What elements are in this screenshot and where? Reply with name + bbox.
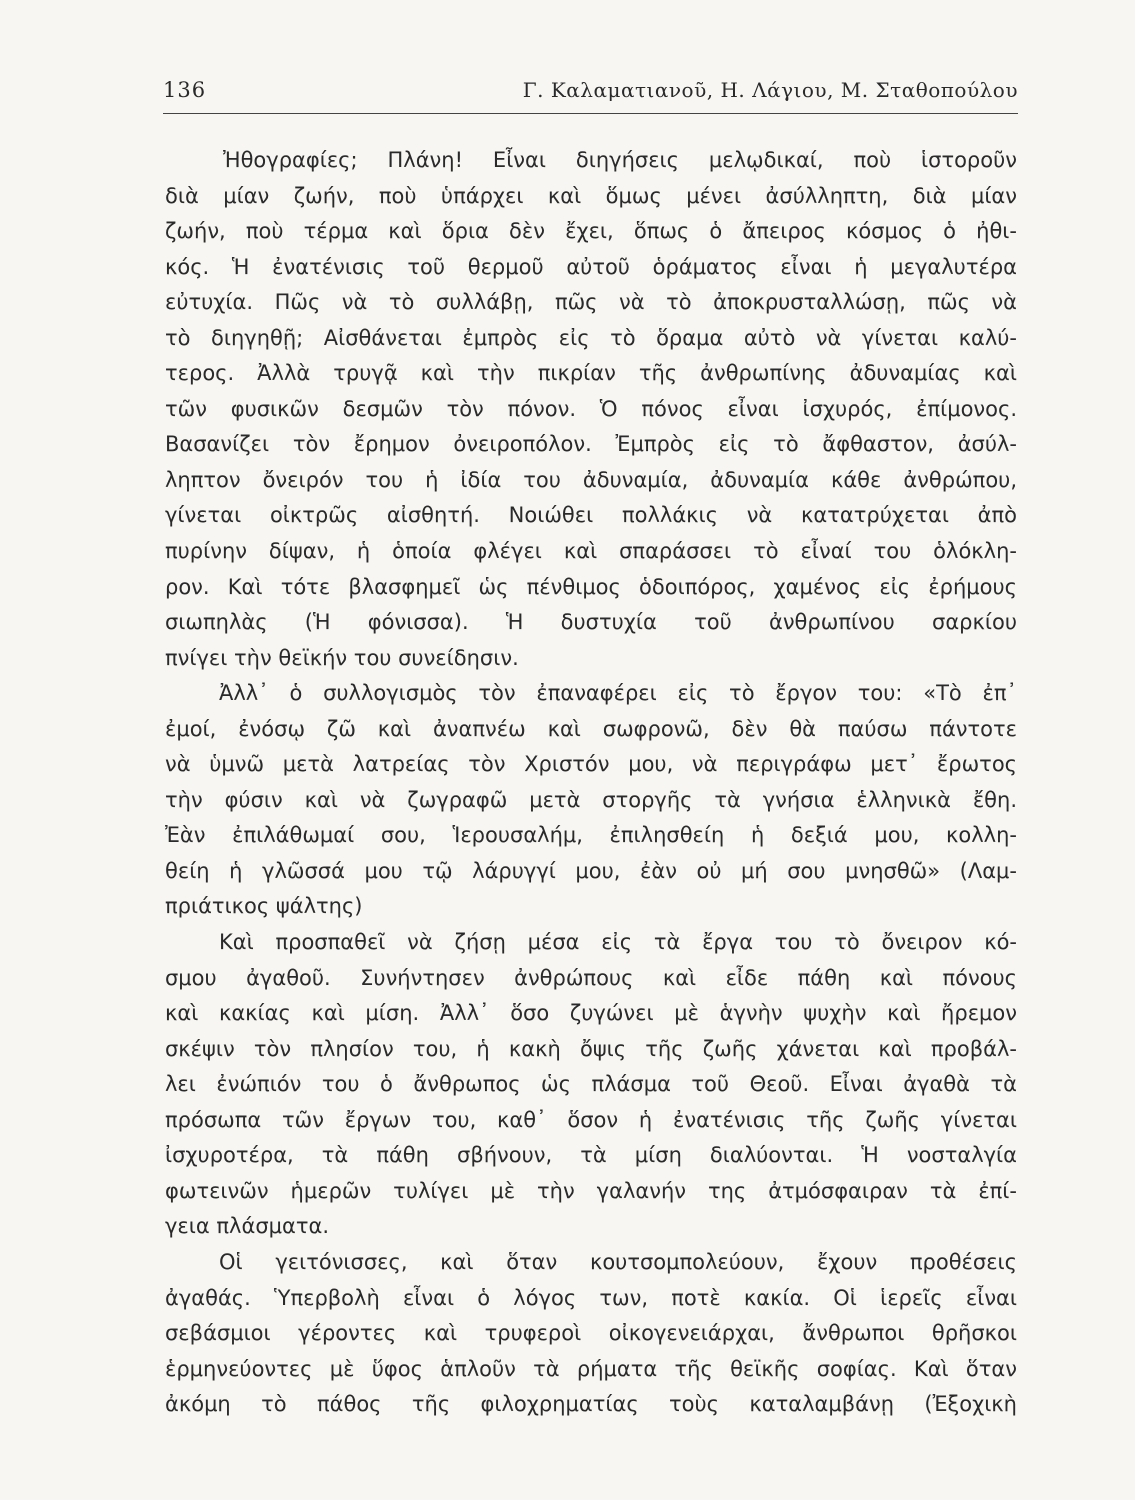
text-line: πυρίνην δίψαν, ἡ ὁποία φλέγει καὶ σπαράσσει τὸ εἶναί του ὁλόκλη- [165,539,1017,564]
text-line: Καὶ προσπαθεῖ νὰ ζήσῃ μέσα εἰς τὰ ἔργα του τὸ ὄνειρον κό- [219,930,1017,955]
text-line: φωτεινῶν ἡμερῶν τυλίγει μὲ τὴν γαλανήν της ἀτμόσφαιραν τὰ ἐπί- [165,1178,1017,1203]
text-line: ληπτον ὄνειρόν του ἡ ἰδία του ἀδυναμία, ἀδυναμία κάθε ἀνθρώπου, [165,467,1017,492]
text-line: ρον. Καὶ τότε βλασφημεῖ ὡς πένθιμος ὁδοιπόρος, χαμένος εἰς ἐρήμους [165,574,1017,599]
text-line: πρόσωπα τῶν ἔργων του, καθ᾽ ὅσον ἡ ἐνατένισις τῆς ζωῆς γίνεται [165,1107,1017,1132]
text-line: σμου ἀγαθοῦ. Συνήντησεν ἀνθρώπους καὶ εἶδε πάθη καὶ πόνους [165,965,1017,990]
text-line: ἀκόμη τὸ πάθος τῆς φιλοχρηματίας τοὺς καταλαμβάνῃ (Ἐξοχικὴ [165,1392,1017,1417]
text-line: Οἱ γειτόνισσες, καὶ ὅταν κουτσομπολεύουν, ἔχουν προθέσεις [219,1249,1017,1274]
text-line: ἀγαθάς. Ὑπερβολὴ εἶναι ὁ λόγος των, ποτὲ κακία. Οἱ ἱερεῖς εἶναι [165,1285,1017,1310]
text-line: κός. Ἡ ἐνατένισις τοῦ θερμοῦ αὐτοῦ ὁράματος εἶναι ἡ μεγαλυτέρα [165,254,1017,279]
text-line: πνίγει τὴν θεϊκήν του συνείδησιν. [165,645,519,670]
text-line: ἐμοί, ἐνόσῳ ζῶ καὶ ἀναπνέω καὶ σωφρονῶ, δὲν θὰ παύσω πάντοτε [165,716,1017,741]
text-line: διὰ μίαν ζωήν, ποὺ ὑπάρχει καὶ ὅμως μένει ἀσύλληπτη, διὰ μίαν [165,183,1017,208]
text-line: πριάτικος ψάλτης) [165,894,363,919]
text-line: τῶν φυσικῶν δεσμῶν τὸν πόνον. Ὁ πόνος εἶναι ἰσχυρός, ἐπίμονος. [165,396,1017,421]
text-line: τερος. Ἀλλὰ τρυγᾷ καὶ τὴν πικρίαν τῆς ἀνθρωπίνης ἀδυναμίας καὶ [165,361,1017,386]
text-line: λει ἐνώπιόν του ὁ ἄνθρωπος ὡς πλάσμα τοῦ Θεοῦ. Εἶναι ἀγαθὰ τὰ [165,1072,1017,1097]
text-line: Ἠθογραφίες; Πλάνη! Εἶναι διηγήσεις μελῳδικαί, ποὺ ἱστοροῦν [223,148,1017,172]
text-line: νὰ ὑμνῶ μετὰ λατρείας τὸν Χριστόν μου, νὰ περιγράφω μετ᾽ ἔρωτος [165,752,1017,777]
text-line: Ἐὰν ἐπιλάθωμαί σου, Ἱερουσαλήμ, ἐπιλησθείη ἡ δεξιά μου, κολλη- [165,823,1017,848]
text-line: Ἀλλ᾽ ὁ συλλογισμὸς τὸν ἐπαναφέρει εἰς τὸ ἔργον του: «Τὸ ἐπ᾽ [219,681,1017,706]
running-head [163,78,1018,110]
text-line: Βασανίζει τὸν ἔρημον ὀνειροπόλον. Ἐμπρὸς εἰς τὸ ἄφθαστον, ἀσύλ- [165,432,1017,457]
text-line: γεια πλάσματα. [165,1214,329,1239]
text-line: ζωήν, ποὺ τέρμα καὶ ὅρια δὲν ἔχει, ὅπως ὁ ἄπειρος κόσμος ὁ ἠθι- [165,219,1017,244]
running-title: Γ. Καλαματιανοῦ, Η. Λάγιου, Μ. Σταθοπούλου [522,78,1018,102]
text-line: ἰσχυροτέρα, τὰ πάθη σβήνουν, τὰ μίση διαλύονται. Ἡ νοσταλγία [165,1143,1017,1168]
text-line: ἑρμηνεύοντες μὲ ὕφος ἁπλοῦν τὰ ρήματα τῆς θεϊκῆς σοφίας. Καὶ ὅταν [165,1356,1017,1381]
text-line: σιωπηλὰς (Ἡ φόνισσα). Ἡ δυστυχία τοῦ ἀνθρωπίνου σαρκίου [165,610,1017,635]
text-line: σκέψιν τὸν πλησίον του, ἡ κακὴ ὄψις τῆς ζωῆς χάνεται καὶ προβάλ- [165,1036,1017,1061]
body-text [165,143,1017,1423]
text-line: σεβάσμιοι γέροντες καὶ τρυφεροὶ οἰκογενειάρχαι, ἄνθρωποι θρῆσκοι [165,1321,1017,1346]
text-line: θείη ἡ γλῶσσά μου τῷ λάρυγγί μου, ἐὰν οὐ μή σου μνησθῶ» (Λαμ- [165,858,1017,883]
text-line: τὸ διηγηθῇ; Αἰσθάνεται ἐμπρὸς εἰς τὸ ὅραμα αὐτὸ νὰ γίνεται καλύ- [165,325,1017,350]
text-line: καὶ κακίας καὶ μίση. Ἀλλ᾽ ὅσο ζυγώνει μὲ ἁγνὴν ψυχὴν καὶ ἤρεμον [165,1001,1017,1026]
text-line: τὴν φύσιν καὶ νὰ ζωγραφῶ μετὰ στοργῆς τὰ γνήσια ἑλληνικὰ ἔθη. [165,787,1017,812]
page-number: 136 [163,78,207,102]
text-line: γίνεται οἰκτρῶς αἰσθητή. Νοιώθει πολλάκις νὰ κατατρύχεται ἀπὸ [165,503,1017,528]
text-line: εὐτυχία. Πῶς νὰ τὸ συλλάβῃ, πῶς νὰ τὸ ἀποκρυσταλλώσῃ, πῶς νὰ [165,290,1017,315]
header-rule [163,113,1018,114]
